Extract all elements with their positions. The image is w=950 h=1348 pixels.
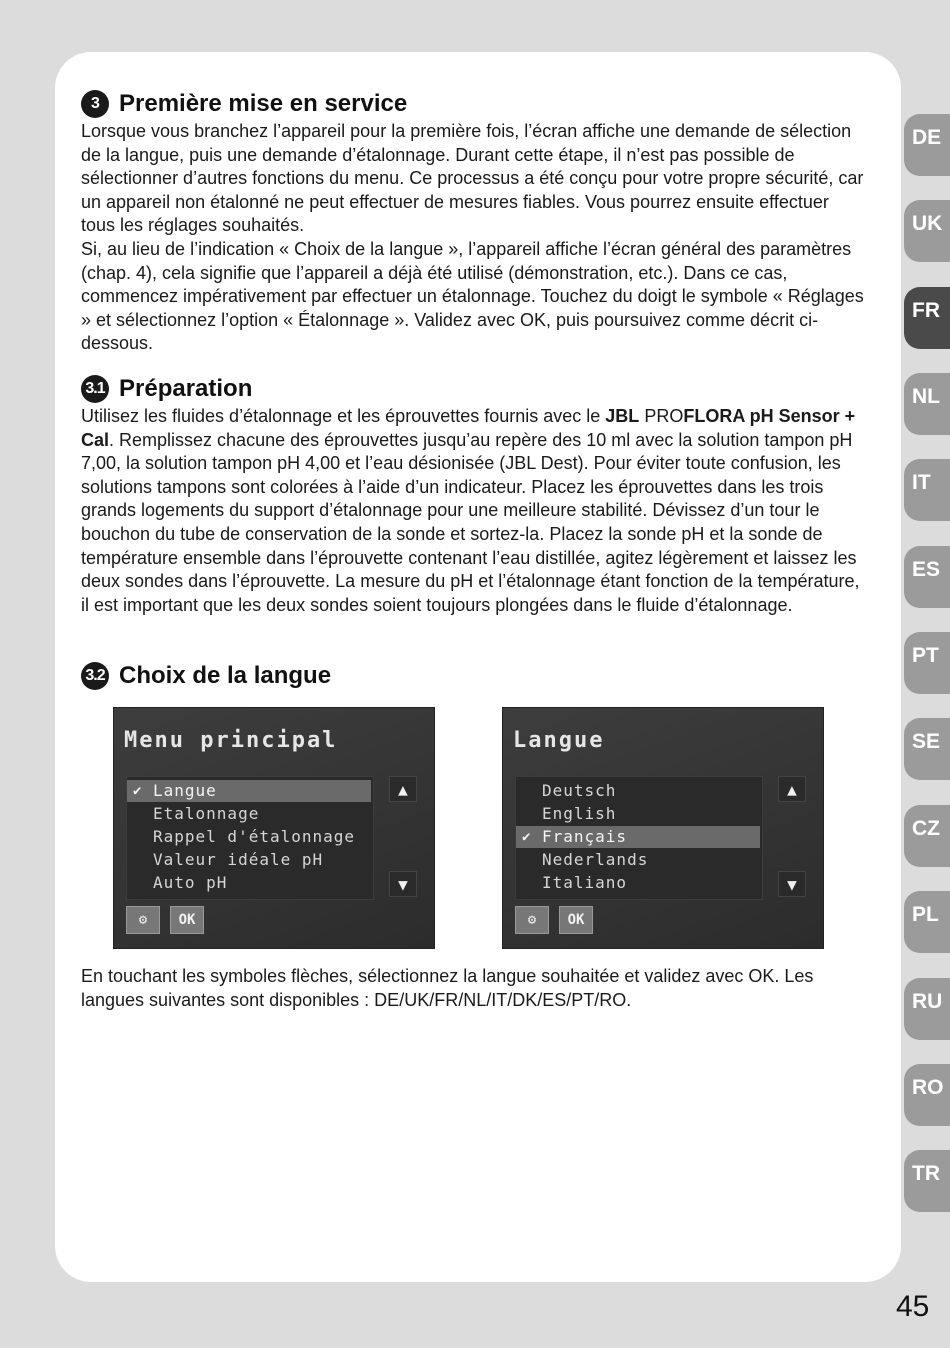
list-item-label: Langue bbox=[153, 781, 217, 800]
brand-text: PRO bbox=[639, 406, 684, 426]
paragraph: En touchant les symboles flèches, sélectionnez la langue souhaitée et validez avec OK. Les langues suivantes sont disponibles : DE/UK/FR/NL/IT/DK/ES/PT/RO. bbox=[81, 966, 814, 1010]
list-item-label: Nederlands bbox=[542, 850, 649, 869]
ok-button[interactable]: OK bbox=[170, 906, 204, 934]
list-item[interactable] bbox=[516, 780, 760, 802]
arrow-down-icon[interactable]: ▼ bbox=[778, 871, 806, 897]
tab-ru[interactable]: RU bbox=[904, 978, 950, 1040]
tab-pt[interactable]: PT bbox=[904, 632, 950, 694]
tab-de[interactable]: DE bbox=[904, 114, 950, 176]
list-item-label: Auto pH bbox=[153, 873, 228, 892]
tab-se[interactable]: SE bbox=[904, 718, 950, 780]
check-icon: ✔ bbox=[522, 829, 532, 845]
section-number-badge: 3.2 bbox=[81, 662, 109, 690]
section-heading-first-use bbox=[81, 90, 407, 118]
section-title: Première mise en service bbox=[119, 90, 408, 117]
device-screen-menu bbox=[113, 707, 435, 949]
paragraph: Lorsque vous branchez l’appareil pour la première fois, l’écran affiche une demande de sélection de la langue, puis une demande d’étalonnage. Durant cette étape, il n’est pas possible de sélectionner d’autres fonctions du menu. Ce processus a été conçu pour votre propre sécurité, car un appareil non étalonné ne peut effectuer de mesures fiables. Vous pourrez ensuite effectuer tous les réglages souhaités. bbox=[81, 121, 864, 236]
list-item-label: Italiano bbox=[542, 873, 628, 892]
arrow-up-icon[interactable]: ▲ bbox=[778, 776, 806, 802]
list-item-label: Rappel d'étalonnage bbox=[153, 827, 356, 846]
list-item[interactable] bbox=[516, 872, 760, 894]
section-heading-preparation bbox=[81, 375, 252, 403]
brand-text: FLORA pH Sensor + Cal bbox=[81, 406, 856, 450]
section-heading-language bbox=[81, 662, 331, 690]
section-title: Préparation bbox=[119, 375, 253, 402]
list-item[interactable] bbox=[516, 826, 760, 848]
arrow-up-icon[interactable]: ▲ bbox=[389, 776, 417, 802]
section-title: Choix de la langue bbox=[119, 662, 332, 689]
list-item[interactable] bbox=[127, 872, 371, 894]
brand-text: JBL bbox=[605, 406, 640, 426]
list-item-label: Français bbox=[542, 827, 628, 846]
tab-cz[interactable]: CZ bbox=[904, 805, 950, 867]
section-body bbox=[81, 120, 866, 356]
tab-uk[interactable]: UK bbox=[904, 200, 950, 262]
screen-title: Menu principal bbox=[124, 728, 338, 753]
gear-icon[interactable]: ⚙ bbox=[515, 906, 549, 934]
tab-nl[interactable]: NL bbox=[904, 373, 950, 435]
gear-icon[interactable]: ⚙ bbox=[126, 906, 160, 934]
tab-it[interactable]: IT bbox=[904, 459, 950, 521]
check-icon: ✔ bbox=[133, 783, 143, 799]
list-item-label: Valeur idéale pH bbox=[153, 850, 324, 869]
language-list bbox=[515, 776, 763, 900]
screen-title: Langue bbox=[513, 728, 605, 753]
text-run: . Remplissez chacune des éprouvettes jusqu’au repère des 10 ml avec la solution tampon pH 7,00, la solution tampon pH 4,00 et l’eau désionisée (JBL Dest). Pour éviter toute confusion, les solutions tampons sont colorées à l’aide d’un indicateur. Placez les éprouvettes dans les trois grands logements du support d’étalonnage pour une meilleure stabilité. Dévissez d’un tour le bouchon du tube de conservation de la sonde et sortez-la. Placez la sonde pH et la sonde de température ensemble dans l’éprouvette contenant l’eau distillée, agitez légèrement et laissez les deux sondes dans l’éprouvette. La mesure du pH et l’étalonnage étant fonction de la température, il est important que les deux sondes soient toujours plongées dans le fluide d’étalonnage. bbox=[81, 429, 860, 615]
list-item[interactable] bbox=[127, 826, 371, 848]
list-item-label: English bbox=[542, 804, 617, 823]
list-item-label: Deutsch bbox=[542, 781, 617, 800]
arrow-down-icon[interactable]: ▼ bbox=[389, 871, 417, 897]
list-item-label: Etalonnage bbox=[153, 804, 260, 823]
text-run: Utilisez les fluides d’étalonnage et les éprouvettes fournis avec le bbox=[81, 406, 606, 426]
page-number: 45 bbox=[896, 1290, 930, 1323]
list-item[interactable] bbox=[516, 803, 760, 825]
section-number-badge: 3.1 bbox=[81, 375, 109, 403]
tab-ro[interactable]: RO bbox=[904, 1064, 950, 1126]
menu-list bbox=[126, 776, 374, 900]
list-item[interactable] bbox=[127, 780, 371, 802]
paragraph bbox=[81, 405, 866, 617]
section-number-badge: 3 bbox=[81, 90, 109, 118]
section-body bbox=[81, 405, 866, 617]
list-item[interactable] bbox=[516, 849, 760, 871]
tab-pl[interactable]: PL bbox=[904, 891, 950, 953]
list-item[interactable] bbox=[127, 803, 371, 825]
ok-button[interactable]: OK bbox=[559, 906, 593, 934]
tab-fr[interactable]: FR bbox=[904, 287, 950, 349]
list-item[interactable] bbox=[127, 849, 371, 871]
paragraph: Si, au lieu de l’indication « Choix de la langue », l’appareil affiche l’écran général des paramètres (chap. 4), cela signifie que l’appareil a déjà été utilisé (démonstration, etc.). Dans ce cas, commencez impérativement par effectuer un étalonnage. Touchez du doigt le symbole « Réglages » et sélectionnez l’option « Étalonnage ». Validez avec OK, puis poursuivez comme décrit ci-dessous. bbox=[81, 238, 864, 354]
tab-tr[interactable]: TR bbox=[904, 1150, 950, 1212]
device-screen-language bbox=[502, 707, 824, 949]
tab-es[interactable]: ES bbox=[904, 546, 950, 608]
